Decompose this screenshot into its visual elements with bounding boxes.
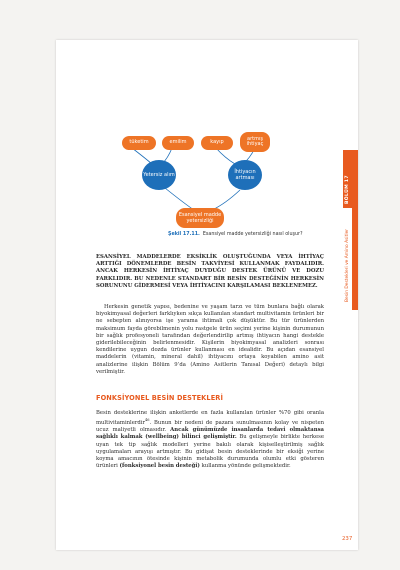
figure-caption-text: Esansiyel madde yetersizliği nasıl oluşur?: [202, 232, 303, 237]
page-number: 237: [342, 536, 353, 542]
paragraph-text: Besin desteklerine ilişkin anketlerde en fazla kullanılan ürünler %70 gibi oranla multivitaminlerdir: [96, 410, 324, 426]
deficiency-diagram: [100, 118, 300, 238]
emphasis-text: (fonksiyonel besin desteği): [119, 463, 200, 470]
running-side-title: Besin Destekleri ve Amino Asitler: [345, 228, 350, 302]
figure-number: Şekil 17.11.: [168, 232, 200, 237]
paragraph-text: Bu gelişmeyle birlikte herkese uyan tek tip sağlık modelleri yerine bakılı olarak kişiselleştirilmiş sağlık uygulamaları arayışı artmıştır. Bu gidişat besin desteklerinde bir eksiği yerine koyma amacının ötesinde kişinin metabolik durumunda olumlu etki gösteren ürünleri: [96, 434, 324, 470]
citation-superscript: 46: [145, 418, 150, 423]
figure-caption: [168, 232, 303, 237]
chapter-label: BÖLÜM 17: [345, 175, 350, 204]
emphasis-text: Ancak günümüzde insanlarda tedavi olmaktansa sağlıklı kalmak (wellbeing) bilinci gelişmiştir.: [96, 427, 324, 441]
node-insufficient-intake: Yetersiz alım: [142, 160, 176, 190]
paragraph-text: . Bunun bir nedeni de pazara sunulmasının kolay ve nispeten ucuz maliyetli olmasıdır.: [96, 419, 324, 434]
intro-paragraph: ESANSİYEL MADDELERDE EKSİKLİK OLUŞTUĞUNDA VEYA İHTİYAÇ ARTTIĞI DÖNEMLERDE BESİN TAKVİYESİ KULLANMAK FAYDALIDIR. ANCAK HERKESİN İHTİYAÇ DUYDUĞU DESTEK ÜRÜNÜ VE DOZU FARKLIDIR. BU NEDENLE STANDART BİR BESİN DESTEĞİNİN HERKESİN SORUNUNU GİDERMESİ VEYA İHTİYACINI KARŞILAMASI BEKLENEMEZ.: [96, 254, 324, 289]
node-increased-requirement: İhtiyacın artması: [228, 160, 262, 190]
node-absorption: emilim: [162, 136, 194, 150]
book-page: [56, 40, 358, 550]
body-paragraph-1: Herkesin genetik yapısı, bedenine ve yaşam tarzı ve tüm bunlara bağlı olarak biyokimyasal değerleri farklıyken sıkça kullanılan standart multivitamin ürünleri bir ne sebepten alınıyorsa işe yarama ihtimali çok düşüktür. Bu tür ürünlerden maksimum fayda görebilmenin yolu rastgele ürün seçimi yerine kişinin durumunun bir sağlık profesyoneli tarafından değerlendirilip artmış ihtiyacın hangi destekle giderilebileceğinin belirlenmesidir. Kişilerin biyokimyasal analizleri sonrası kendilerine uygun dozda ürünler kullanması en idealidir. Bu açıdan esansiyel maddelerin (vitamin, mineral dahil) ihtiyacını ortaya koyabilen amino asit analizlerine ilişkin Bölüm 9’da (Amino Asitlerin Tanısal Değeri) detaylı bilgi verilmiştir.: [96, 304, 324, 375]
node-loss: kayıp: [201, 136, 233, 150]
paragraph-text: kullanma yönünde gelişmektedir.: [199, 463, 291, 470]
node-essential-deficiency: Esansiyel madde yetersizliği: [176, 208, 224, 228]
body-paragraph-2: [96, 410, 324, 470]
node-increased-need: artmış ihtiyaç: [240, 132, 270, 152]
node-consumption: tüketim: [122, 136, 156, 150]
section-heading: FONKSİYONEL BESİN DESTEKLERİ: [96, 394, 224, 402]
